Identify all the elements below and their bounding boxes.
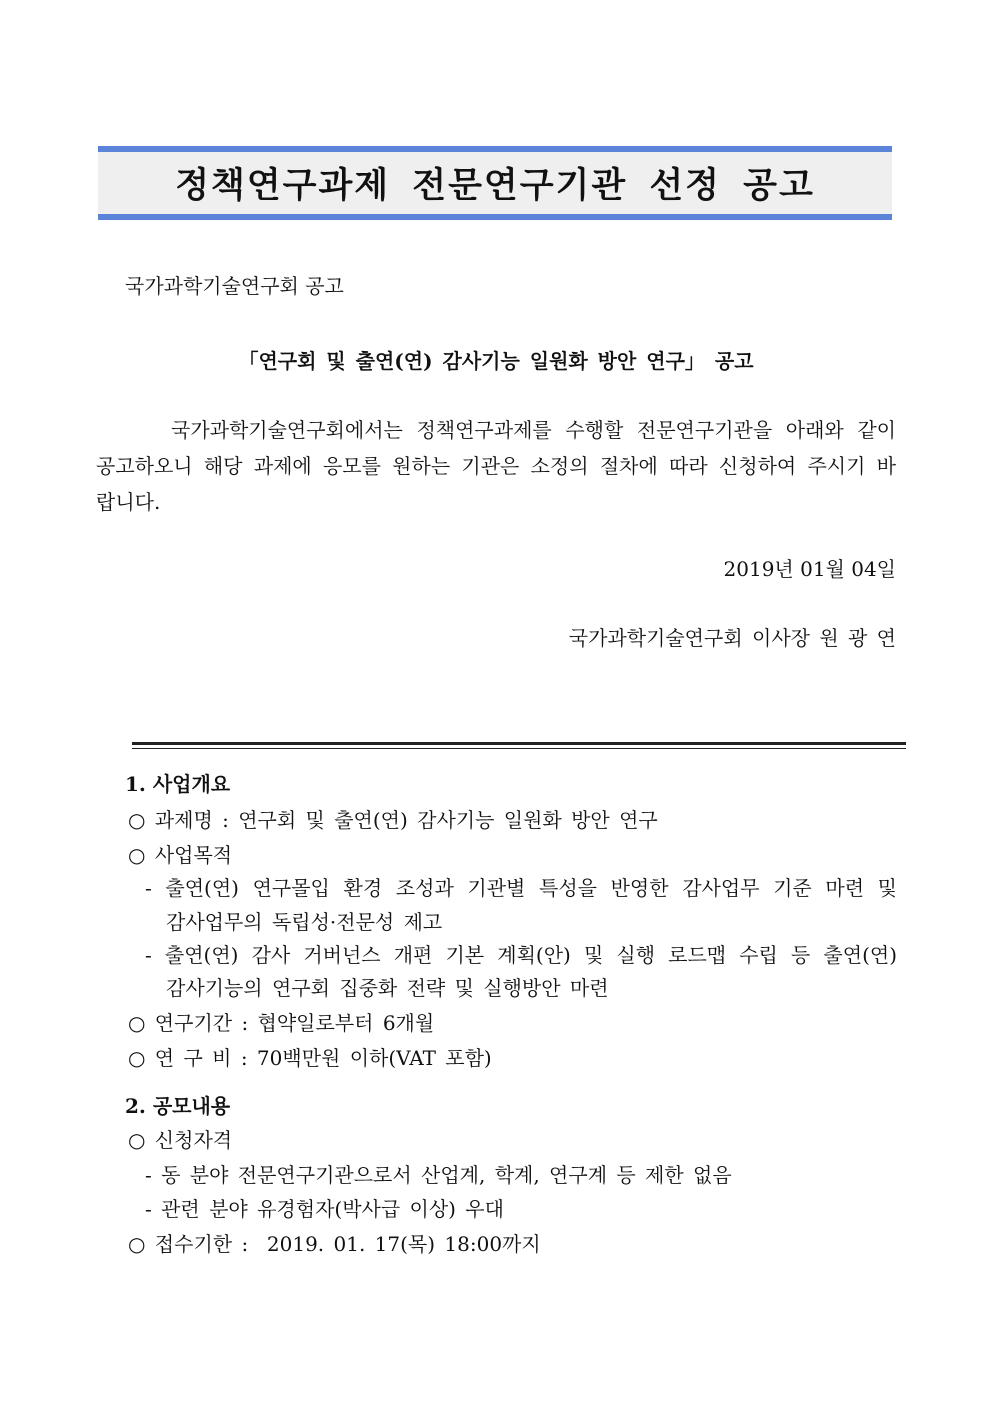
purpose-item-2-line1: - 출연(연) 감사 거버넌스 개편 기본 계획(안) 및 실행 로드맵 수립 등 출연(연): [145, 943, 897, 967]
purpose-item-1-line1: - 출연(연) 연구몰입 환경 조성과 기관별 특성을 반영한 감사업무 기준 마련 및: [145, 876, 897, 900]
eligibility-item-1: - 동 분야 전문연구기관으로서 산업계, 학계, 연구계 등 제한 없음: [145, 1163, 732, 1187]
eligibility-item-2: - 관련 분야 유경험자(박사급 이상) 우대: [145, 1197, 504, 1221]
org-label: 국가과학기술연구회 공고: [125, 274, 344, 298]
title-banner: [98, 146, 892, 220]
section-divider: [132, 742, 906, 749]
section-2-heading: 2. 공모내용: [125, 1094, 231, 1118]
intro-paragraph: 국가과학기술연구회에서는 정책연구과제를 수행할 전문연구기관을 아래와 같이 공고하오니 해당 과제에 응모를 원하는 기관은 소정의 절차에 따라 신청하여 주시기 바랍니다.: [96, 418, 896, 514]
purpose-label: ○ 사업목적: [128, 843, 233, 867]
announcement-date: 2019년 01월 04일: [723, 557, 896, 581]
purpose-item-2-line2: 감사기능의 연구회 집중화 전략 및 실행방안 마련: [166, 976, 609, 1000]
task-name-item: ○ 과제명 : 연구회 및 출연(연) 감사기능 일원화 방안 연구: [128, 808, 658, 832]
notice-title: 「연구회 및 출연(연) 감사기능 일원화 방안 연구」 공고: [238, 349, 754, 373]
period-item: ○ 연구기간 : 협약일로부터 6개월: [128, 1011, 435, 1035]
page-title: 정책연구과제 전문연구기관 선정 공고: [175, 166, 815, 206]
purpose-item-1-line2: 감사업무의 독립성·전문성 제고: [166, 910, 443, 934]
deadline-item: ○ 접수기한 : 2019. 01. 17(목) 18:00까지: [128, 1232, 541, 1256]
section-1-heading: 1. 사업개요: [125, 772, 231, 796]
eligibility-label: ○ 신청자격: [128, 1128, 233, 1152]
signer: 국가과학기술연구회 이사장 원 광 연: [568, 626, 896, 650]
budget-item: ○ 연 구 비 : 70백만원 이하(VAT 포함): [128, 1046, 492, 1070]
